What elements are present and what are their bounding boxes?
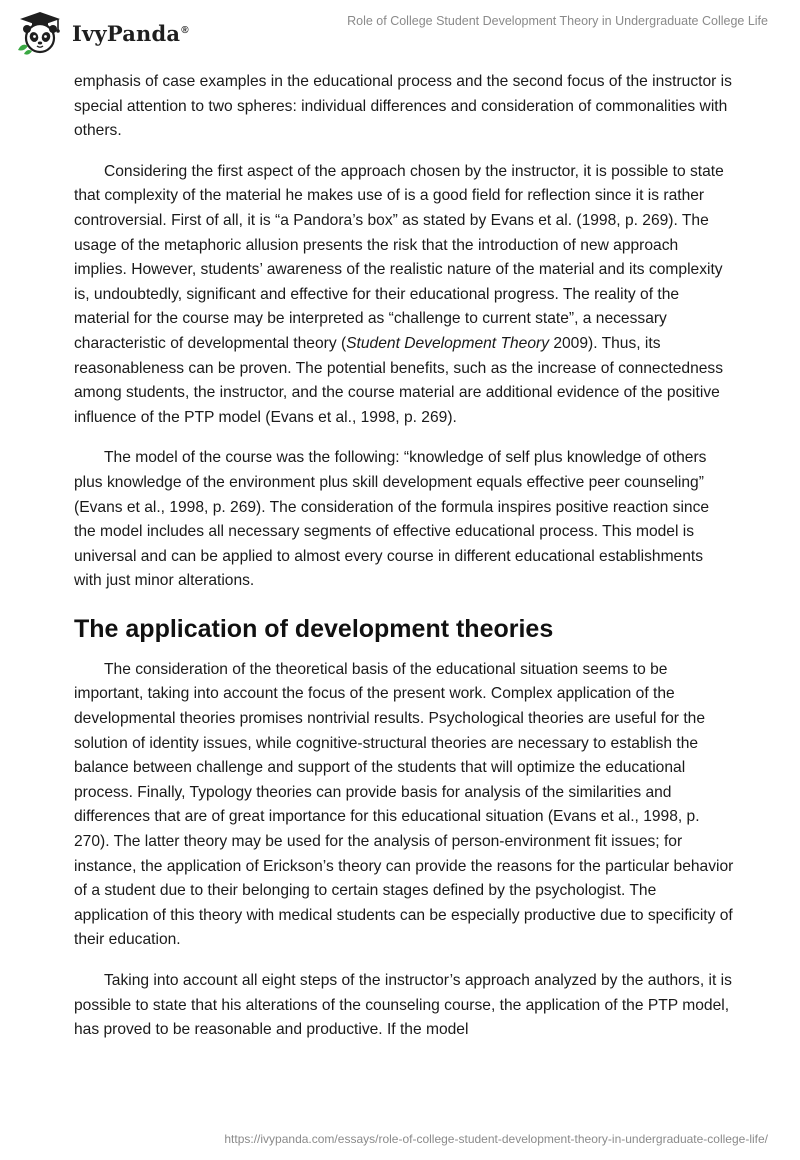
registered-mark: ® (181, 24, 189, 36)
logo-wordmark: IvyPanda (72, 20, 181, 46)
italic-source-title: Student Development Theory (346, 334, 549, 352)
essay-body (74, 70, 734, 1059)
paragraph-theoretical-basis: The consideration of the theoretical basis of the educational situation seems to be important, taking into account the focus of the present work. Complex application of the developmental theories promises nontrivial results. Psychological theories are useful for the solution of identity issues, while cognitive-structural theories are necessary to establish the balance between challenge and support of the students that will optimize the educational process. Finally, Typology theories can provide basis for analysis of the similarities and differences that are of great importance for this educational situation (Evans et al., 1998, p. 270). The latter theory may be used for the analysis of person-environment fit issues; for instance, the application of Erickson’s theory can provide the reasons for the particular behavior of a student due to their belonging to certain stages defined by the psychologist. The application of this theory with medical students can be especially productive due to specificity of their education. (74, 660, 734, 949)
paragraph-continued: emphasis of case examples in the educational process and the second focus of the instructor is special attention to two spheres: individual differences and consideration of commonalities with others. (74, 73, 732, 140)
source-url[interactable]: https://ivypanda.com/essays/role-of-college-student-development-theory-in-undergraduate-college-life/ (224, 1132, 768, 1146)
section-heading: The application of development theories (74, 614, 554, 643)
page-header (0, 0, 800, 64)
paragraph-text: Considering the first aspect of the approach chosen by the instructor, it is possible to state that complexity of the material he makes use of is a good field for reflection since it is rather controversial. First of all, it is “a Pandora’s box” as stated by Evans et al. (1998, p. 269). The usage of the metaphoric allusion presents the risk that the introduction of new approach implies. However, students’ awareness of the realistic nature of the material and its complexity is, undoubtedly, significant and effective for their educational progress. The reality of the material for the course may be interpreted as “challenge to current state”, a necessary characteristic of developmental theory ( (74, 162, 724, 352)
paragraph-first-aspect (74, 160, 734, 431)
logo-text (72, 21, 189, 46)
paragraph-text: 2009). Thus, its reasonableness can be proven. The potential benefits, such as the increase of connectedness among students, the instructor, and the course material are additional evidence of the positive influence of the PTP model (Evans et al., 1998, p. 269). (74, 334, 724, 426)
paragraph-course-model: The model of the course was the following: “knowledge of self plus knowledge of others plus knowledge of the environment plus skill development equals effective peer counseling” (Evans et al., 1998, p. 269). The consideration of the formula inspires positive reaction since the model includes all necessary segments of effective educational process. This model is universal and can be applied to almost every course in different educational establishments with just minor alterations. (74, 449, 710, 590)
ivypanda-logo[interactable] (14, 10, 189, 56)
panda-graduate-icon (14, 10, 66, 56)
paragraph-eight-steps: Taking into account all eight steps of the instructor’s approach analyzed by the authors, it is possible to state that his alterations of the counseling course, the application of the PTP model, has proved to be reasonable and productive. If the model (74, 972, 732, 1039)
document-title: Role of College Student Development Theory in Undergraduate College Life (347, 14, 768, 28)
